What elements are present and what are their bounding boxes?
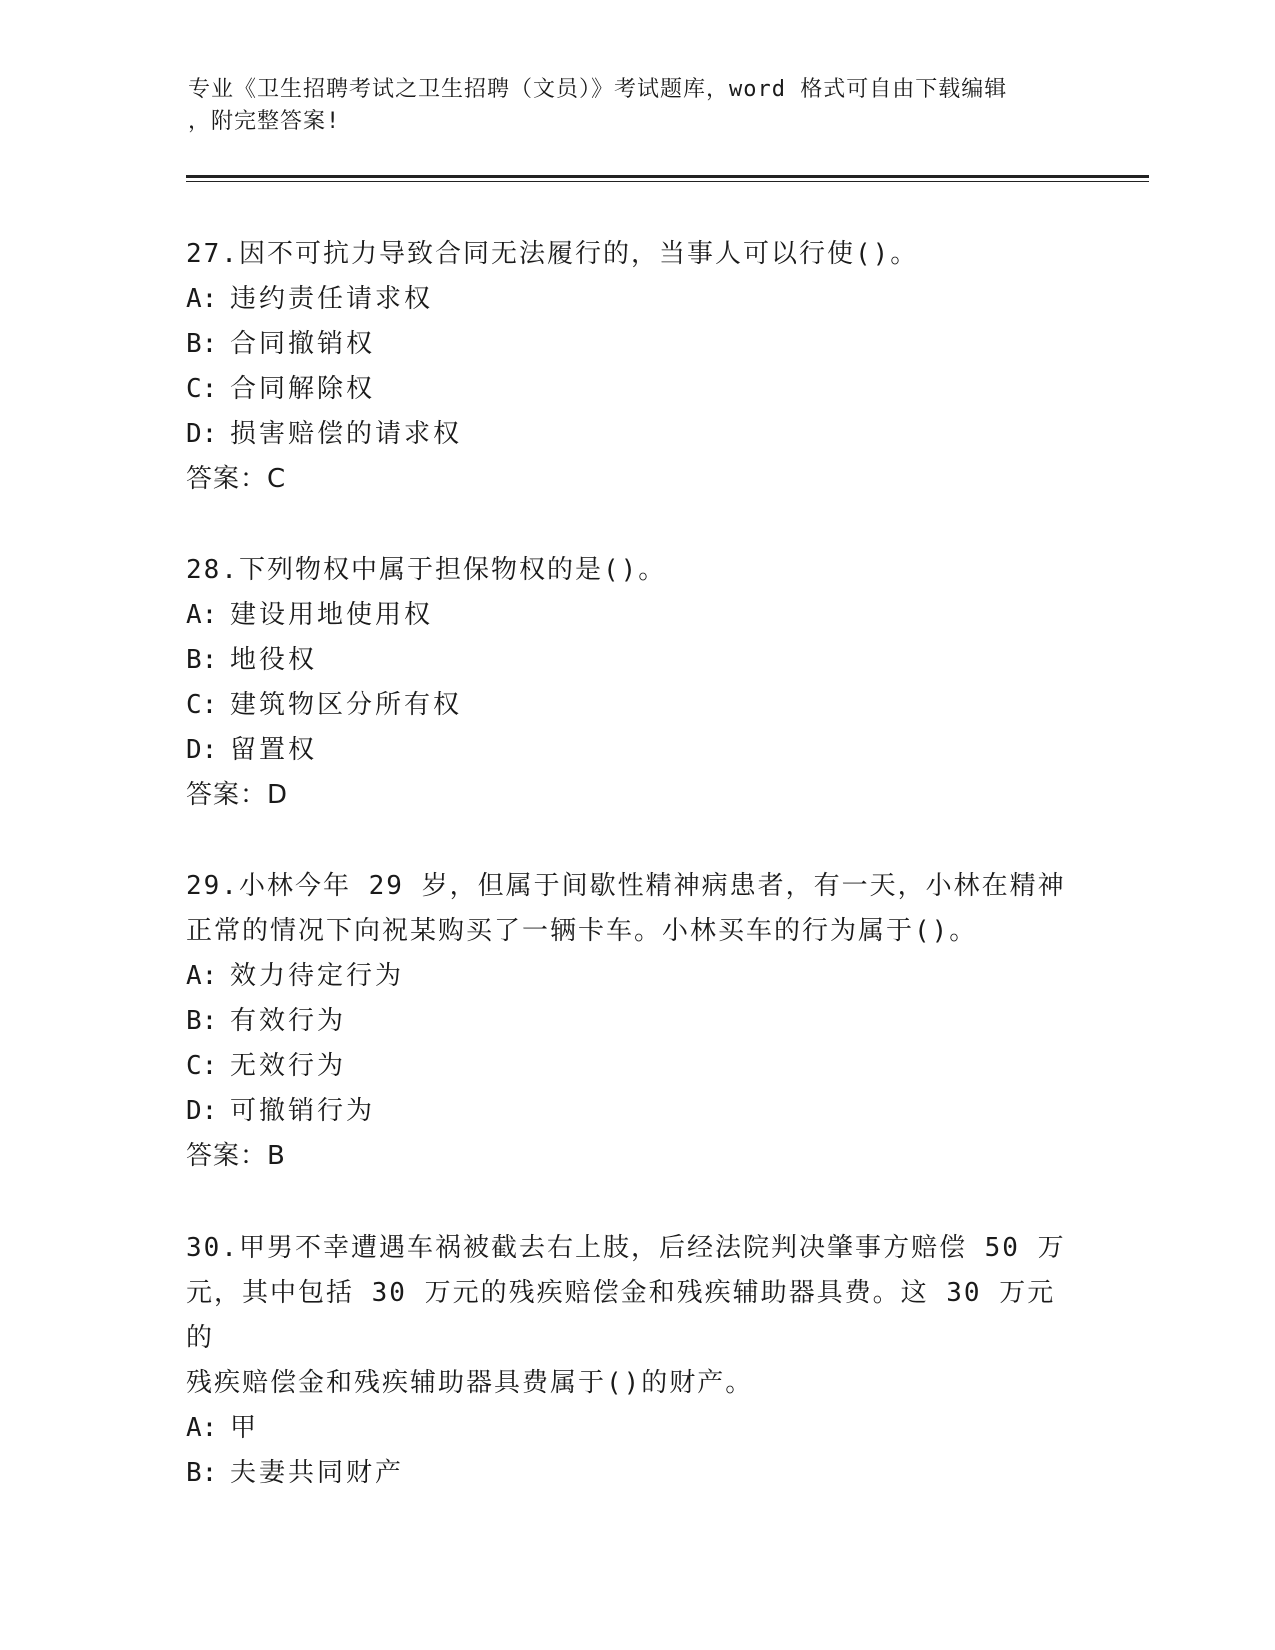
option-text: 合同解除权 xyxy=(230,374,376,404)
option-text: 合同撤销权 xyxy=(230,329,376,359)
option-d xyxy=(186,412,1066,457)
option-text: 可撤销行为 xyxy=(230,1096,376,1126)
question-stem-cont: 残疾赔偿金和残疾辅助器具费属于()的财产。 xyxy=(186,1368,754,1398)
option-letter: C: xyxy=(186,1051,218,1081)
option-text: 甲 xyxy=(230,1413,260,1443)
option-text: 违约责任请求权 xyxy=(230,284,434,314)
option-c xyxy=(186,683,1066,728)
option-b xyxy=(186,322,1066,367)
option-text: 地役权 xyxy=(230,645,318,675)
question-stem-cont: 正常的情况下向祝某购买了一辆卡车。小林买车的行为属于()。 xyxy=(186,916,978,946)
option-b xyxy=(186,999,1066,1044)
option-letter: C: xyxy=(186,690,218,720)
option-letter: D: xyxy=(186,1096,218,1126)
option-text: 损害赔偿的请求权 xyxy=(230,419,463,449)
question-30 xyxy=(186,1226,1066,1496)
option-letter: A: xyxy=(186,284,218,314)
option-text: 建设用地使用权 xyxy=(230,600,434,630)
answer-line: 答案：C xyxy=(186,464,287,494)
header-divider-thin xyxy=(186,181,1149,182)
option-letter: C: xyxy=(186,374,218,404)
question-27 xyxy=(186,232,1066,502)
option-text: 效力待定行为 xyxy=(230,961,405,991)
option-d xyxy=(186,1089,1066,1134)
option-text: 留置权 xyxy=(230,735,318,765)
option-letter: B: xyxy=(186,1006,218,1036)
question-stem: 30.甲男不幸遭遇车祸被截去右上肢，后经法院判决肇事方赔偿 50 万 xyxy=(186,1233,1066,1263)
option-b xyxy=(186,638,1066,683)
option-b xyxy=(186,1451,1066,1496)
option-c xyxy=(186,367,1066,412)
answer-line: 答案：B xyxy=(186,1141,286,1171)
question-29 xyxy=(186,864,1066,1179)
option-text: 有效行为 xyxy=(230,1006,347,1036)
header-divider-thick xyxy=(186,175,1149,178)
option-letter: A: xyxy=(186,600,218,630)
option-letter: D: xyxy=(186,419,218,449)
header-line-1: 专业《卫生招聘考试之卫生招聘（文员）》考试题库，word 格式可自由下载编辑 xyxy=(188,77,1008,102)
option-a xyxy=(186,277,1066,322)
question-stem: 28.下列物权中属于担保物权的是()。 xyxy=(186,555,667,585)
answer-line: 答案：D xyxy=(186,780,289,810)
option-text: 夫妻共同财产 xyxy=(230,1458,405,1488)
option-a xyxy=(186,1406,1066,1451)
option-letter: D: xyxy=(186,735,218,765)
question-stem-cont: 元，其中包括 30 万元的残疾赔偿金和残疾辅助器具费。这 30 万元的 xyxy=(186,1278,1056,1353)
option-letter: B: xyxy=(186,645,218,675)
option-d xyxy=(186,728,1066,773)
header-line-2: ，附完整答案! xyxy=(188,109,341,134)
option-a xyxy=(186,593,1066,638)
option-c xyxy=(186,1044,1066,1089)
option-a xyxy=(186,954,1066,999)
question-stem: 29.小林今年 29 岁，但属于间歇性精神病患者，有一天，小林在精神 xyxy=(186,871,1066,901)
option-text: 建筑物区分所有权 xyxy=(230,690,463,720)
option-letter: A: xyxy=(186,961,218,991)
question-28 xyxy=(186,548,1066,818)
option-letter: B: xyxy=(186,329,218,359)
option-text: 无效行为 xyxy=(230,1051,347,1081)
document-header xyxy=(188,74,1088,138)
question-stem: 27.因不可抗力导致合同无法履行的，当事人可以行使()。 xyxy=(186,239,919,269)
option-letter: B: xyxy=(186,1458,218,1488)
option-letter: A: xyxy=(186,1413,218,1443)
